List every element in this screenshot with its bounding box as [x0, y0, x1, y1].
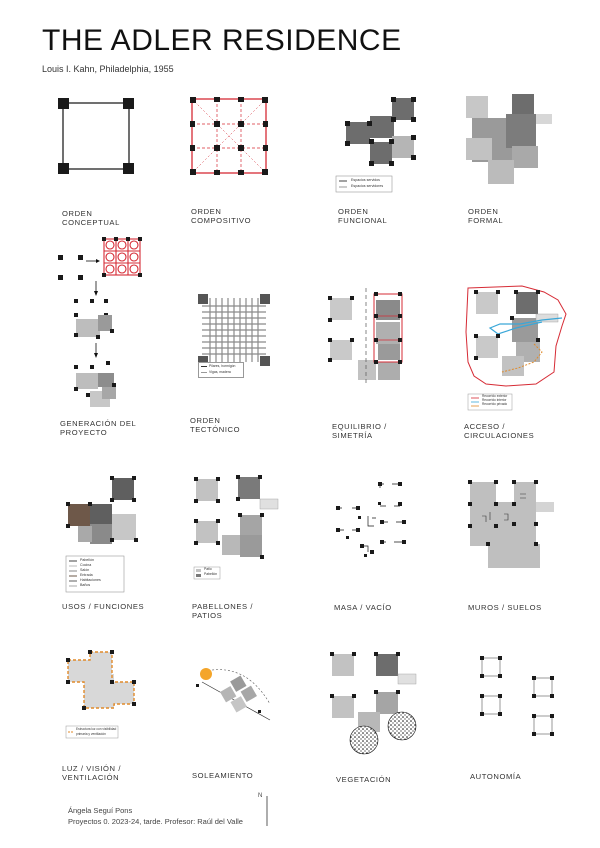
- diagram-luz: [64, 648, 144, 740]
- label-orden-formal: ORDEN FORMAL: [468, 207, 504, 225]
- north-label: N: [258, 793, 263, 799]
- label-soleamiento: SOLEAMIENTO: [192, 771, 254, 780]
- label-equilibrio: EQUILIBRIO / SIMETRÍA: [332, 422, 387, 440]
- footer: [68, 805, 243, 827]
- diagram-autonomia: [478, 652, 558, 740]
- footer-author: Ángela Seguí Pons: [68, 806, 133, 815]
- legend-orden-tectonico: Pilares, hormigón Vigas, madera: [198, 362, 244, 378]
- diagram-orden-compositivo: [190, 97, 268, 175]
- poster-subtitle: Louis I. Kahn, Philadelphia, 1955: [42, 64, 174, 74]
- legend-orden-funcional: Espacios servidos Espacios servidores: [351, 178, 384, 188]
- legend-acceso: Recorrido exterior Recorrido interior Recorrido privado: [482, 394, 508, 406]
- diagram-vegetacion: [330, 652, 420, 760]
- diagram-soleamiento: [192, 664, 276, 728]
- legend-pabellones: Patio Pabellón: [204, 567, 218, 576]
- label-generacion: GENERACIÓN DEL PROYECTO: [60, 419, 137, 437]
- diagram-orden-funcional: [334, 96, 430, 196]
- label-orden-tectonico: ORDEN TECTÓNICO: [190, 416, 241, 434]
- north-arrow-icon: [258, 792, 270, 833]
- diagram-orden-tectonico: [198, 294, 270, 378]
- label-pabellones: PABELLONES / PATIOS: [192, 602, 254, 620]
- diagram-equilibrio: [328, 288, 408, 384]
- footer-course: Proyectos 0. 2023-24, tarde. Profesor: Raúl del Valle: [68, 817, 243, 826]
- diagram-orden-conceptual: [58, 98, 134, 174]
- label-orden-conceptual: ORDEN CONCEPTUAL: [62, 209, 120, 227]
- poster-title: THE ADLER RESIDENCE: [42, 24, 402, 57]
- label-usos: USOS / FUNCIONES: [62, 602, 145, 611]
- label-orden-funcional: ORDEN FUNCIONAL: [338, 207, 388, 225]
- diagram-usos: [64, 476, 144, 594]
- label-acceso: ACCESO / CIRCULACIONES: [464, 422, 535, 440]
- diagram-generacion: [56, 233, 156, 418]
- label-orden-compositivo: ORDEN COMPOSITIVO: [191, 207, 252, 225]
- label-autonomia: AUTONOMÍA: [470, 772, 522, 781]
- diagram-orden-formal: [466, 94, 556, 186]
- label-masa-vacio: MASA / VACÍO: [334, 603, 392, 612]
- diagram-acceso: [462, 282, 568, 412]
- label-luz: LUZ / VISIÓN / VENTILACIÓN: [62, 764, 122, 782]
- label-vegetacion: VEGETACIÓN: [336, 775, 392, 784]
- diagram-muros-suelos: [468, 480, 558, 572]
- legend-luz: Estructura luz con visibilidad primaria y ventilación: [76, 727, 117, 736]
- diagram-pabellones: [192, 475, 282, 587]
- diagram-masa-vacio: [334, 480, 418, 562]
- label-muros-suelos: MUROS / SUELOS: [468, 603, 542, 612]
- legend-usos: Pabellón Cocina Salón Entrada Habitaciones Baños: [80, 558, 101, 587]
